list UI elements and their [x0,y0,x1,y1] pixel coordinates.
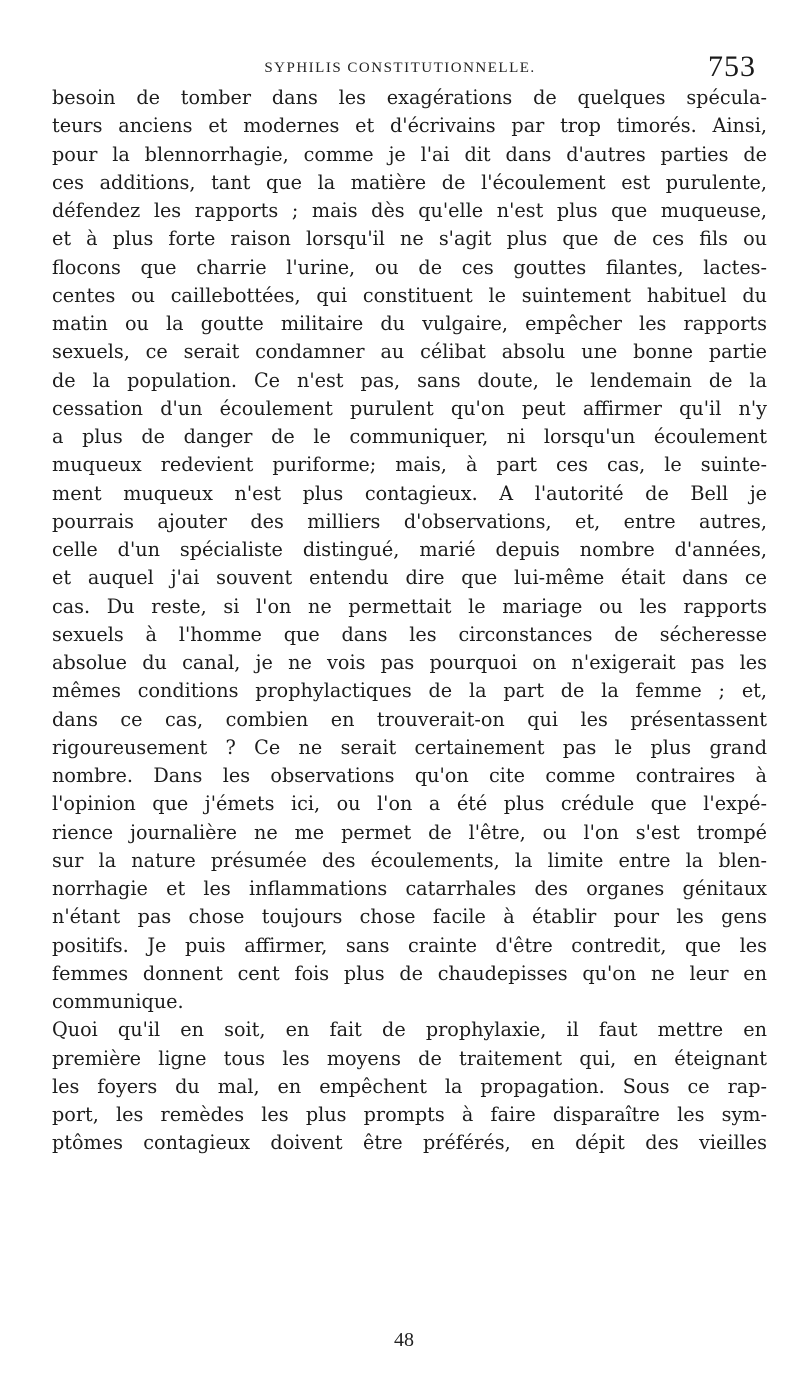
text-line: flocons que charrie l'urine, ou de ces gouttes filantes, lactes- [52,255,767,279]
text-line: nombre. Dans les observations qu'on cite comme contraires à [52,764,767,787]
text-line: mêmes conditions prophylactiques de la part de la femme ; et, [52,679,767,703]
text-line: centes ou caillebottées, qui constituent le suintement habituel du [52,283,767,307]
text-line: matin ou la goutte militaire du vulgaire, empêcher les rapports [52,312,767,335]
text-line: dans ce cas, combien en trouverait-on qui les présentassent [52,707,767,731]
text-line: absolue du canal, je ne vois pas pourquoi on n'exigerait pas les [52,651,767,674]
text-line: ment muqueux n'est plus contagieux. A l'autorité de Bell je [52,481,767,505]
text-line: rience journalière ne me permet de l'être, ou l'on s'est trompé [52,820,767,844]
body-text [52,84,767,1158]
page-number: 753 [708,50,756,83]
text-line: celle d'un spécialiste distingué, marié depuis nombre d'années, [52,538,767,561]
running-head [40,48,760,88]
text-line: première ligne tous les moyens de traitement qui, en éteignant [52,1046,767,1070]
text-line: et à plus forte raison lorsqu'il ne s'agit plus que de ces fils ou [52,227,767,251]
text-line: cas. Du reste, si l'on ne permettait le mariage ou les rapports [52,594,767,618]
text-line: l'opinion que j'émets ici, ou l'on a été plus crédule que l'expé- [52,792,767,816]
text-line: n'étant pas chose toujours chose facile à établir pour les gens [52,905,767,929]
text-line: pourrais ajouter des milliers d'observations, et, entre autres, [52,509,767,533]
text-line: sur la nature présumée des écoulements, la limite entre la blen- [52,848,767,872]
text-line: les foyers du mal, en empêchent la propagation. Sous ce rap- [52,1074,767,1098]
text-line: rigoureusement ? Ce ne serait certainement pas le plus grand [52,735,767,759]
text-line: sexuels à l'homme que dans les circonstances de sécheresse [52,622,767,646]
text-line: muqueux redevient puriforme; mais, à part ces cas, le suinte- [52,453,767,477]
text-line: besoin de tomber dans les exagérations de quelques spécula- [52,86,767,109]
text-line: de la population. Ce n'est pas, sans doute, le lendemain de la [52,368,767,392]
text-line: et auquel j'ai souvent entendu dire que lui-même était dans ce [52,566,767,590]
text-line: a plus de danger de le communiquer, ni lorsqu'un écoulement [52,425,767,448]
text-line: sexuels, ce serait condamner au célibat absolu une bonne partie [52,340,767,364]
text-line: défendez les rapports ; mais dès qu'elle n'est plus que muqueuse, [52,199,767,222]
text-line: pour la blennorrhagie, comme je l'ai dit dans d'autres parties de [52,142,767,166]
text-line: ptômes contagieux doivent être préférés, en dépit des vieilles [52,1131,767,1155]
text-line: teurs anciens et modernes et d'écrivains par trop timorés. Ainsi, [52,114,767,138]
text-line: norrhagie et les inflammations catarrhales des organes génitaux [52,877,767,900]
text-line: port, les remèdes les plus prompts à faire disparaître les sym- [52,1103,767,1126]
text-line: Quoi qu'il en soit, en fait de prophylaxie, il faut mettre en [52,1018,767,1042]
text-line: positifs. Je puis affirmer, sans crainte d'être contredit, que les [52,933,767,957]
text-line-paragraph-end: communique. [52,990,184,1013]
signature-mark: 48 [394,1329,414,1351]
text-line: ces additions, tant que la matière de l'écoulement est purulente, [52,170,767,194]
running-title: SYPHILIS CONSTITUTIONNELLE. [264,60,536,76]
text-line: femmes donnent cent fois plus de chaudepisses qu'on ne leur en [52,961,767,985]
text-line: cessation d'un écoulement purulent qu'on peut affirmer qu'il n'y [52,396,767,420]
